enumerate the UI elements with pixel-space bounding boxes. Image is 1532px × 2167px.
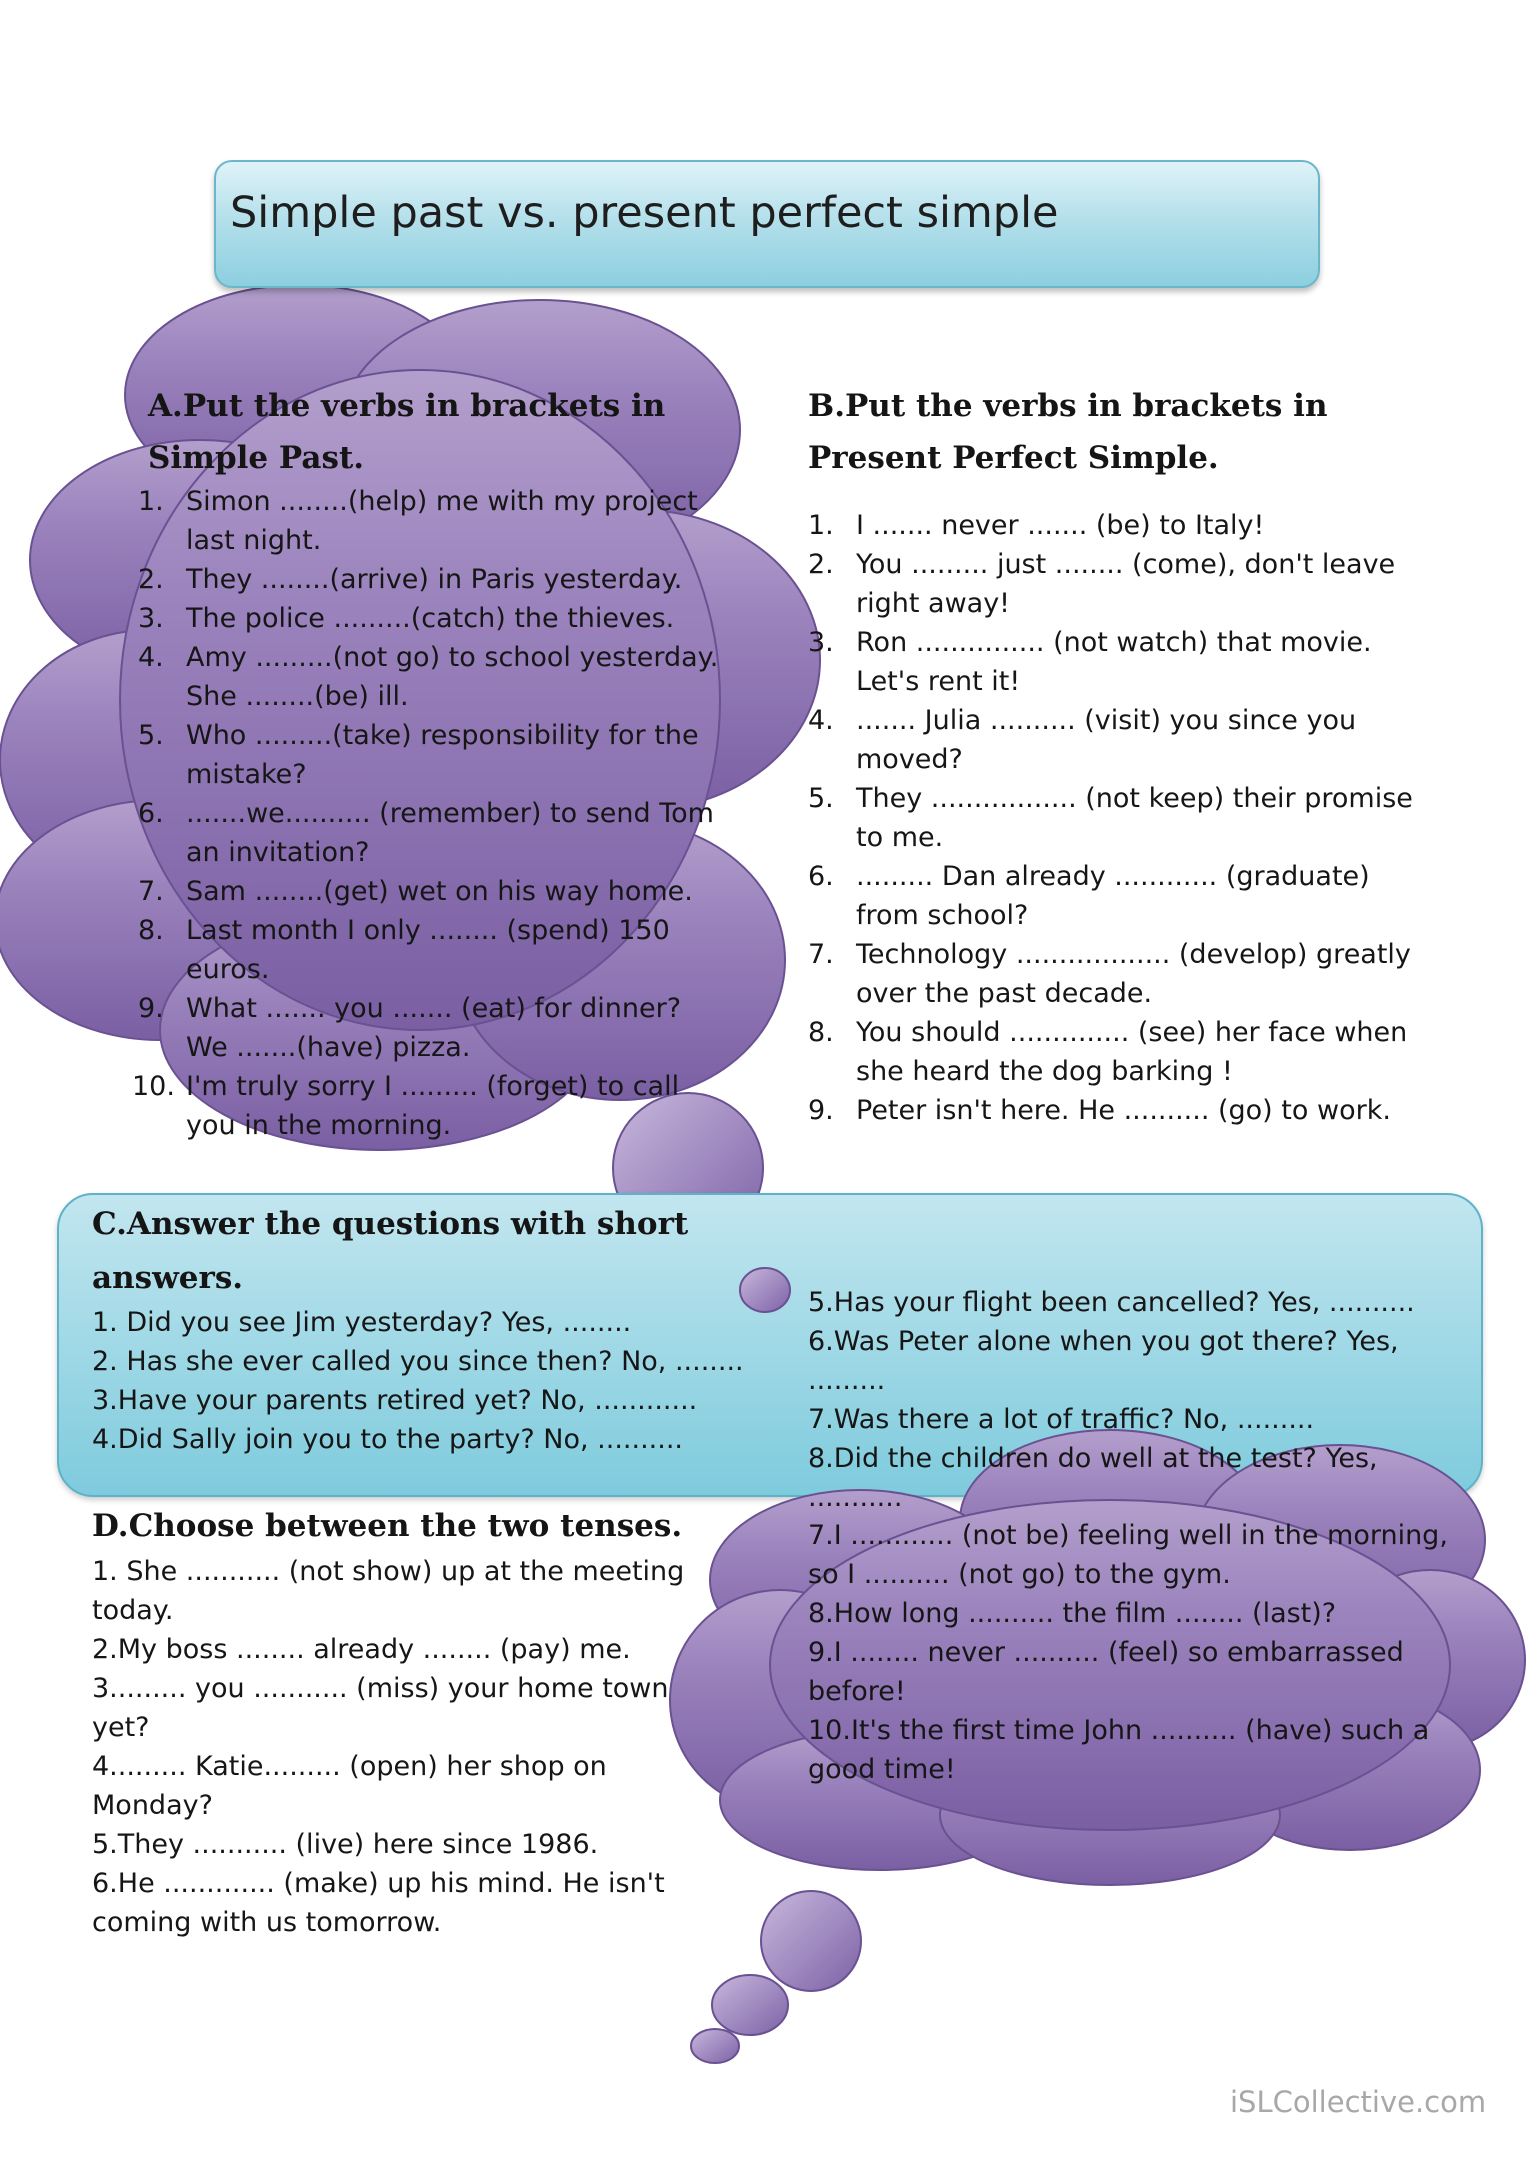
list-item: 2. You ......... just ........ (come), don't leave right away!	[808, 549, 1396, 619]
list-item: 9. What ....... you ....... (eat) for dinner? We .......(have) pizza.	[138, 993, 682, 1063]
list-item: 5.Has your flight been cancelled? Yes, ..........	[808, 1287, 1415, 1318]
list-item: 6.He ............. (make) up his mind. He isn't coming with us tomorrow.	[92, 1868, 665, 1938]
section-b-list	[808, 506, 1428, 1130]
list-item: 6.Was Peter alone when you got there? Yes, .........	[808, 1326, 1399, 1396]
list-item: 8.Did the children do well at the test? Yes, ...........	[808, 1443, 1378, 1513]
section-c-heading-2: answers.	[92, 1260, 244, 1296]
list-item: 2. Has she ever called you since then? No, ........	[92, 1346, 744, 1377]
list-item: 10. I'm truly sorry I ......... (forget) to call you in the morning.	[132, 1071, 680, 1141]
list-item: 5. Who .........(take) responsibility for the mistake?	[138, 720, 699, 790]
list-item: 4. Amy .........(not go) to school yesterday. She ........(be) ill.	[138, 642, 719, 712]
list-item: 9.I ........ never .......... (feel) so embarrassed before!	[808, 1637, 1404, 1707]
list-item: 3......... you ........... (miss) your home town yet?	[92, 1673, 669, 1743]
list-item: 6. .......we.......... (remember) to send Tom an invitation?	[138, 798, 714, 868]
thought-bubble-d-medium	[712, 1975, 788, 2035]
list-item: 5. They ................. (not keep) their promise to me.	[808, 783, 1413, 853]
list-item: 7. Technology .................. (develop) greatly over the past decade.	[808, 939, 1411, 1009]
section-d-left-list	[92, 1552, 722, 1942]
list-item: 8. Last month I only ........ (spend) 150 euros.	[138, 915, 670, 985]
list-item: 2. They ........(arrive) in Paris yesterday.	[138, 564, 683, 595]
section-c-right-list	[808, 1283, 1468, 1517]
section-a-heading-2: Simple Past.	[148, 440, 365, 476]
section-a-heading-1: A.Put the verbs in brackets in	[148, 388, 666, 424]
list-item: 4......... Katie......... (open) her shop on Monday?	[92, 1751, 607, 1821]
site-watermark: iSLCollective.com	[1230, 2085, 1487, 2119]
section-b-heading-1: B.Put the verbs in brackets in	[808, 388, 1328, 424]
section-a-list	[132, 482, 723, 1145]
list-item: 4. ....... Julia .......... (visit) you since you moved?	[808, 705, 1357, 775]
list-item: 7.I ............ (not be) feeling well in the morning, so I .......... (not go) to the gym.	[808, 1520, 1448, 1590]
list-item: 8. You should .............. (see) her face when she heard the dog barking !	[808, 1017, 1408, 1087]
list-item: 9. Peter isn't here. He .......... (go) to work.	[808, 1095, 1391, 1126]
list-item: 7.Was there a lot of traffic? No, .........	[808, 1404, 1315, 1435]
page-title: Simple past vs. present perfect simple	[230, 188, 1059, 238]
list-item: 1. She ........... (not show) up at the meeting today.	[92, 1556, 685, 1626]
list-item: 4.Did Sally join you to the party? No, ..........	[92, 1424, 683, 1455]
list-item: 1. Simon ........(help) me with my project last night.	[138, 486, 698, 556]
list-item: 3. The police .........(catch) the thieves.	[138, 603, 675, 634]
list-item: 7. Sam ........(get) wet on his way home.	[138, 876, 693, 907]
thought-bubble-d-large	[761, 1891, 861, 1991]
list-item: 8.How long .......... the film ........ (last)?	[808, 1598, 1337, 1629]
list-item: 10.It's the first time John .......... (have) such a good time!	[808, 1715, 1430, 1785]
list-item: 1. Did you see Jim yesterday? Yes, ........	[92, 1307, 632, 1338]
list-item: 3.Have your parents retired yet? No, ............	[92, 1385, 698, 1416]
list-item: 6. ......... Dan already ............ (graduate) from school?	[808, 861, 1370, 931]
section-d-right-list	[808, 1516, 1448, 1789]
thought-bubble-d-small	[691, 2029, 739, 2063]
list-item: 1. I ....... never ....... (be) to Italy!	[808, 510, 1265, 541]
section-d-heading: D.Choose between the two tenses.	[92, 1508, 683, 1544]
list-item: 3. Ron ............... (not watch) that movie. Let's rent it!	[808, 627, 1372, 697]
list-item: 2.My boss ........ already ........ (pay) me.	[92, 1634, 631, 1665]
section-c-left-list	[92, 1303, 792, 1459]
section-b-heading-2: Present Perfect Simple.	[808, 440, 1219, 476]
list-item: 5.They ........... (live) here since 1986.	[92, 1829, 599, 1860]
section-c-heading-1: C.Answer the questions with short	[92, 1206, 689, 1242]
